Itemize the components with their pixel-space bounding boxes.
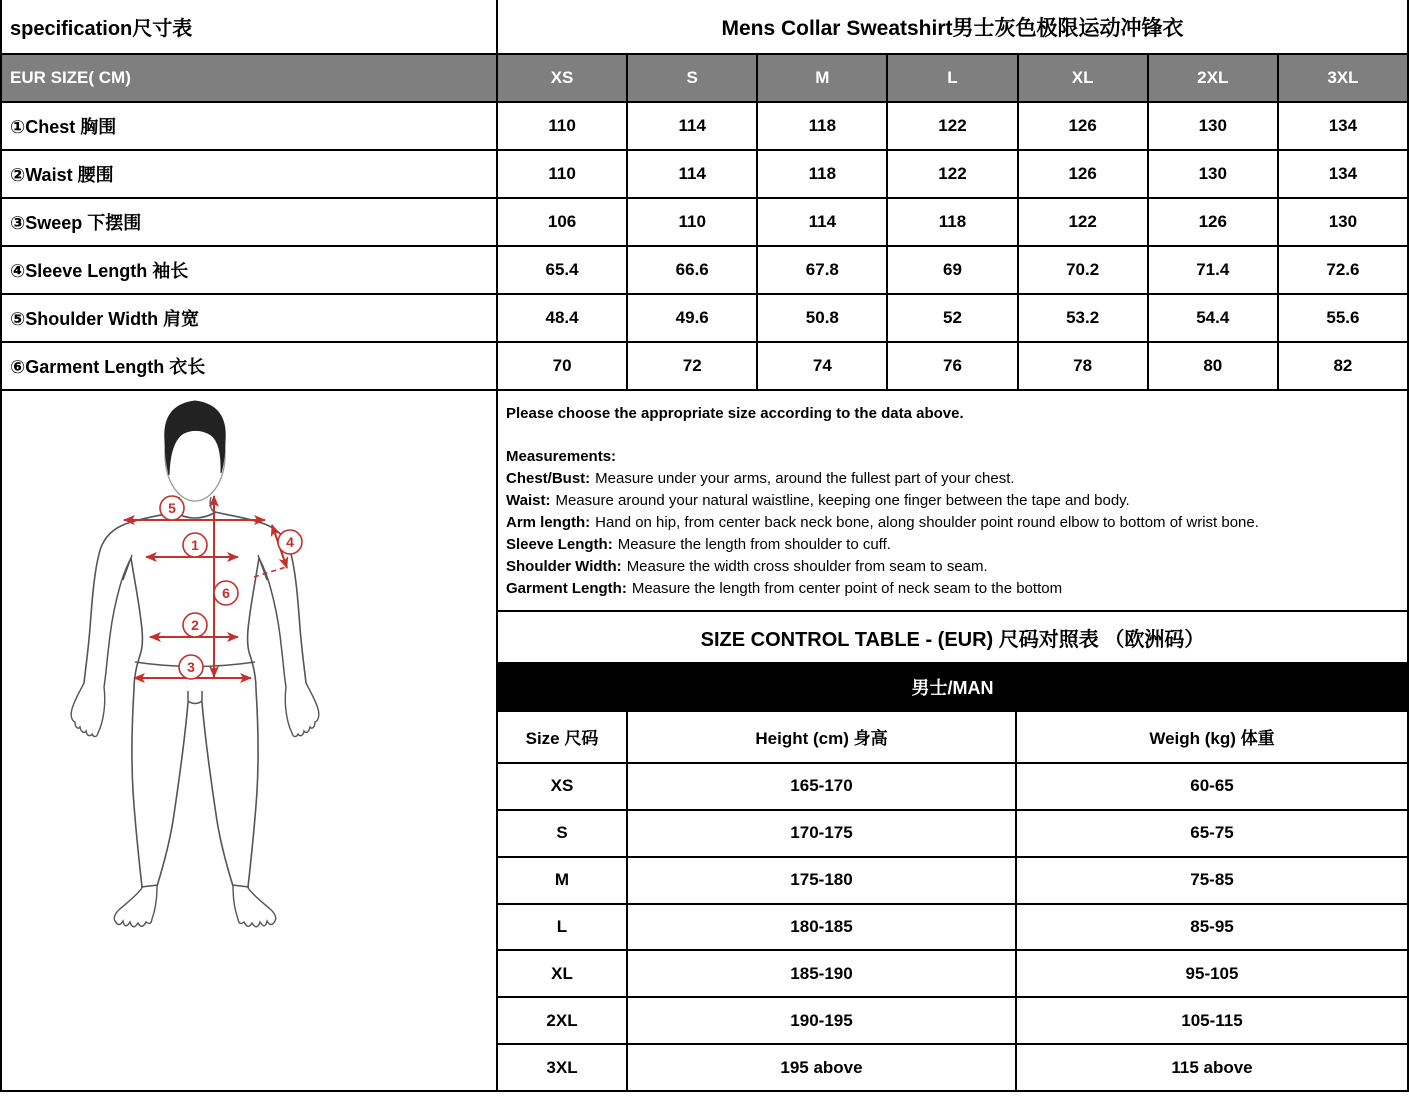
value-cell: 130 [1149,151,1279,199]
figure-right-foot [233,886,276,927]
size-col-header: M [758,55,888,103]
note-line: Waist: Measure around your natural waistline, keeping one finger between the tape and body. [506,492,1130,509]
value-cell: 53.2 [1019,295,1149,343]
size-control-table-title: SIZE CONTROL TABLE - (EUR) 尺码对照表 （欧洲码） [498,612,1409,664]
value-cell: 118 [758,151,888,199]
value-cell: 126 [1019,103,1149,151]
value-cell: 78 [1019,343,1149,391]
value-cell: 65.4 [498,247,628,295]
figure-left-hand [71,683,105,737]
row-label-chest: ①Chest 胸围 [2,103,498,151]
size-cell: L [498,905,628,952]
col-header-size: Size 尺码 [498,712,628,764]
height-cell: 165-170 [628,764,1017,811]
value-cell: 134 [1279,151,1409,199]
weight-cell: 65-75 [1017,811,1409,858]
man-group-header: 男士/MAN [498,664,1409,712]
weight-cell: 60-65 [1017,764,1409,811]
size-cell: 2XL [498,998,628,1045]
note-line: Chest/Bust: Measure under your arms, around the fullest part of your chest. [506,470,1015,487]
size-col-header: L [888,55,1018,103]
value-cell: 74 [758,343,888,391]
weight-cell: 75-85 [1017,858,1409,905]
marker-digit: 3 [187,659,195,675]
size-col-header: 3XL [1279,55,1409,103]
value-cell: 122 [888,103,1018,151]
value-cell: 70 [498,343,628,391]
figure-right-hand [285,683,319,737]
spec-table-title: specification尺寸表 [2,0,498,55]
value-cell: 71.4 [1149,247,1279,295]
value-cell: 54.4 [1149,295,1279,343]
eur-size-header: EUR SIZE( CM) [2,55,498,103]
value-cell: 55.6 [1279,295,1409,343]
note-line: Shoulder Width: Measure the width cross shoulder from seam to seam. [506,558,988,575]
product-title: Mens Collar Sweatshirt男士灰色极限运动冲锋衣 [498,0,1409,55]
sleeve-leader-line [254,567,286,577]
value-cell: 122 [888,151,1018,199]
weight-cell: 95-105 [1017,951,1409,998]
measurement-notes [498,391,1409,612]
size-cell: XS [498,764,628,811]
size-col-header: 2XL [1149,55,1279,103]
value-cell: 126 [1149,199,1279,247]
measurements-heading: Measurements: [506,448,617,465]
value-cell: 134 [1279,103,1409,151]
value-cell: 114 [628,151,758,199]
value-cell: 122 [1019,199,1149,247]
value-cell: 130 [1279,199,1409,247]
value-cell: 106 [498,199,628,247]
value-cell: 118 [758,103,888,151]
height-cell: 170-175 [628,811,1017,858]
value-cell: 67.8 [758,247,888,295]
size-col-header: XS [498,55,628,103]
height-cell: 185-190 [628,951,1017,998]
weight-cell: 105-115 [1017,998,1409,1045]
size-col-header: XL [1019,55,1149,103]
value-cell: 114 [758,199,888,247]
size-col-header: S [628,55,758,103]
value-cell: 126 [1019,151,1149,199]
size-cell: S [498,811,628,858]
col-header-height: Height (cm) 身高 [628,712,1017,764]
row-label-garment-length: ⑥Garment Length 衣长 [2,343,498,391]
height-cell: 180-185 [628,905,1017,952]
value-cell: 72 [628,343,758,391]
value-cell: 110 [628,199,758,247]
weight-cell: 115 above [1017,1045,1409,1092]
male-figure-illustration [2,391,496,1090]
size-cell: 3XL [498,1045,628,1092]
size-control-table [498,712,1409,1092]
value-cell: 80 [1149,343,1279,391]
size-cell: XL [498,951,628,998]
marker-digit: 1 [191,537,199,553]
row-label-waist: ②Waist 腰围 [2,151,498,199]
value-cell: 110 [498,103,628,151]
height-cell: 190-195 [628,998,1017,1045]
weight-cell: 85-95 [1017,905,1409,952]
value-cell: 72.6 [1279,247,1409,295]
value-cell: 66.6 [628,247,758,295]
value-cell: 130 [1149,103,1279,151]
row-label-sweep: ③Sweep 下摆围 [2,199,498,247]
row-label-shoulder-width: ⑤Shoulder Width 肩宽 [2,295,498,343]
value-cell: 82 [1279,343,1409,391]
value-cell: 69 [888,247,1018,295]
spec-table [0,0,1409,391]
value-cell: 110 [498,151,628,199]
value-cell: 114 [628,103,758,151]
size-cell: M [498,858,628,905]
figure-left-foot [114,886,157,927]
value-cell: 49.6 [628,295,758,343]
value-cell: 50.8 [758,295,888,343]
note-line: Sleeve Length: Measure the length from shoulder to cuff. [506,536,891,553]
value-cell: 76 [888,343,1018,391]
marker-digit: 2 [191,617,199,633]
height-cell: 195 above [628,1045,1017,1092]
note-line: Garment Length: Measure the length from center point of neck seam to the bottom [506,580,1063,597]
value-cell: 52 [888,295,1018,343]
value-cell: 70.2 [1019,247,1149,295]
value-cell: 48.4 [498,295,628,343]
row-label-sleeve-length: ④Sleeve Length 袖长 [2,247,498,295]
height-cell: 175-180 [628,858,1017,905]
notes-intro: Please choose the appropriate size according to the data above. [506,405,964,422]
col-header-weight: Weigh (kg) 体重 [1017,712,1409,764]
marker-digit: 6 [222,585,230,601]
value-cell: 118 [888,199,1018,247]
marker-digit: 5 [168,500,176,516]
note-line: Arm length: Hand on hip, from center back neck bone, along shoulder point round elbow to bottom of wrist bone. [506,514,1259,531]
body-measurement-diagram [2,391,498,1092]
marker-digit: 4 [286,534,294,550]
